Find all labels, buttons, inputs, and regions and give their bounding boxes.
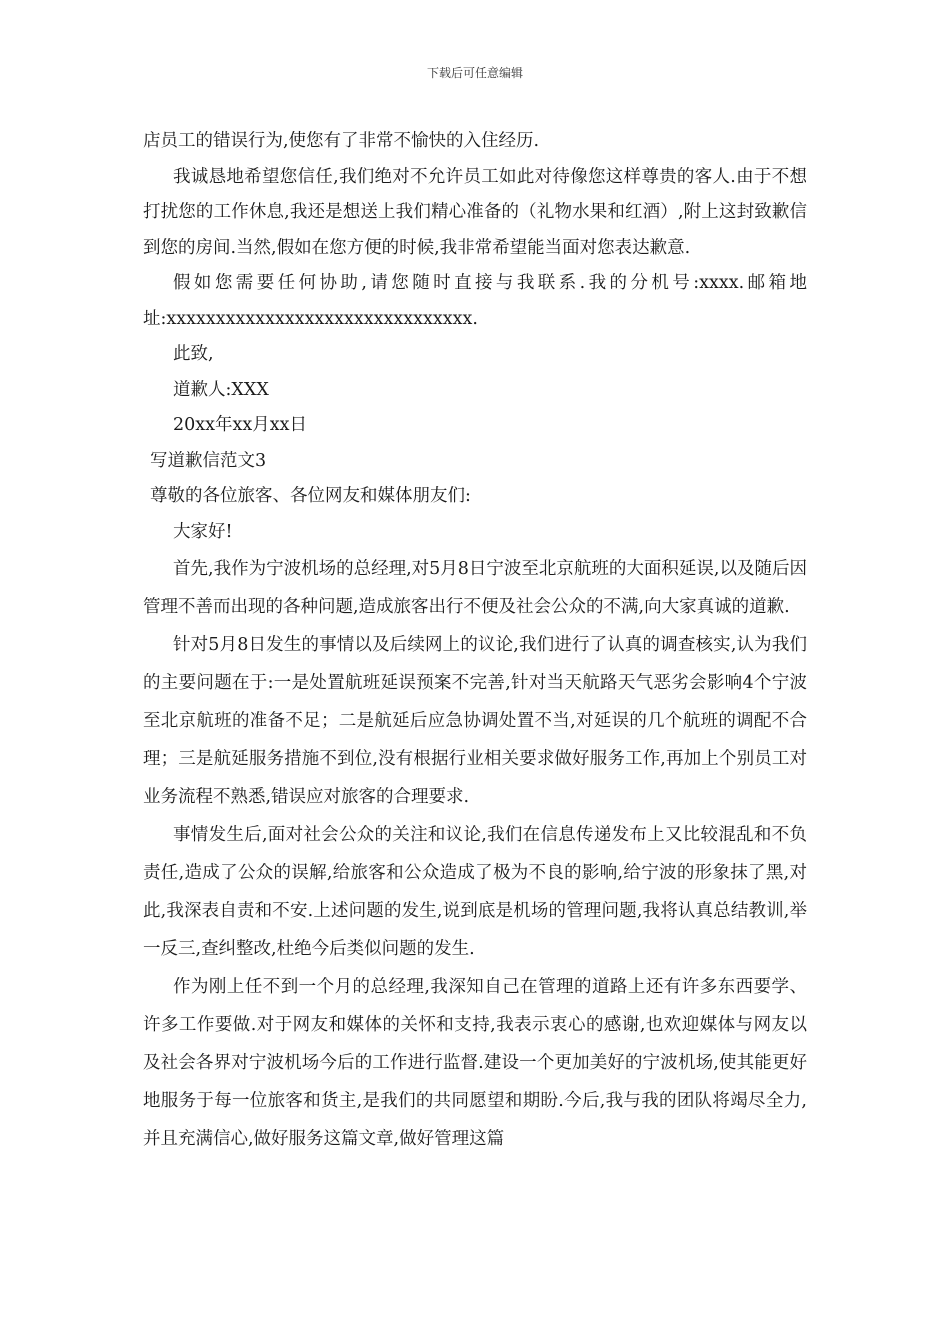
date-line: 20xx年xx月xx日	[173, 415, 307, 435]
paragraph-contact: 假如您需要任何协助,请您随时直接与我联系.我的分机号:xxxx.邮箱地址:xxxxxxxxxxxxxxxxxxxxxxxxxxxxxxx.	[143, 273, 807, 329]
document-body	[143, 124, 807, 1158]
letter-greeting: 尊敬的各位旅客、各位网友和媒体朋友们:	[150, 486, 471, 506]
closing-salutation: 此致,	[173, 344, 214, 364]
hello-line: 大家好!	[173, 521, 233, 542]
paragraph-investigation: 针对5月8日发生的事情以及后续网上的议论,我们进行了认真的调查核实,认为我们的主要问题在于:一是处置航班延误预案不完善,针对当天航路天气恶劣会影响4个宁波至北京航班的准备不足；二是航延后应急协调处置不当,对延误的几个航班的调配不合理；三是航延服务措施不到位,没有根据行业相关要求做好服务工作,再加上个别员工对业务流程不熟悉,错误应对旅客的合理要求.	[143, 635, 807, 807]
paragraph-continuation: 店员工的错误行为,使您有了非常不愉快的入住经历.	[143, 131, 540, 151]
paragraph-commitment: 作为刚上任不到一个月的总经理,我深知自己在管理的道路上还有许多东西要学、许多工作要做.对于网友和媒体的关怀和支持,我表示衷心的感谢,也欢迎媒体与网友以及社会各界对宁波机场今后的工作进行监督.建设一个更加美好的宁波机场,使其能更好地服务于每一位旅客和货主,是我们的共同愿望和期盼.今后,我与我的团队将竭尽全力,并且充满信心,做好服务这篇文章,做好管理这篇	[143, 977, 807, 1149]
paragraph-apology: 首先,我作为宁波机场的总经理,对5月8日宁波至北京航班的大面积延误,以及随后因管理不善而出现的各种问题,造成旅客出行不便及社会公众的不满,向大家真诚的道歉.	[143, 559, 807, 617]
header-note: 下载后可任意编辑	[426, 66, 523, 80]
paragraph-hope: 我诚恳地希望您信任,我们绝对不允许员工如此对待像您这样尊贵的客人.由于不想打扰您的工作休息,我还是想送上我们精心准备的（礼物水果和红酒）,附上这封致歉信到您的房间.当然,假如在您方便的时候,我非常希望能当面对您表达歉意.	[143, 166, 807, 258]
paragraph-aftermath: 事情发生后,面对社会公众的关注和议论,我们在信息传递发布上又比较混乱和不负责任,造成了公众的误解,给旅客和公众造成了极为不良的影响,给宁波的形象抹了黑,对此,我深表自责和不安.上述问题的发生,说到底是机场的管理问题,我将认真总结教训,举一反三,查纠整改,杜绝今后类似问题的发生.	[143, 825, 807, 959]
signature-line: 道歉人:XXX	[173, 379, 269, 400]
section-title: 写道歉信范文3	[150, 450, 267, 471]
